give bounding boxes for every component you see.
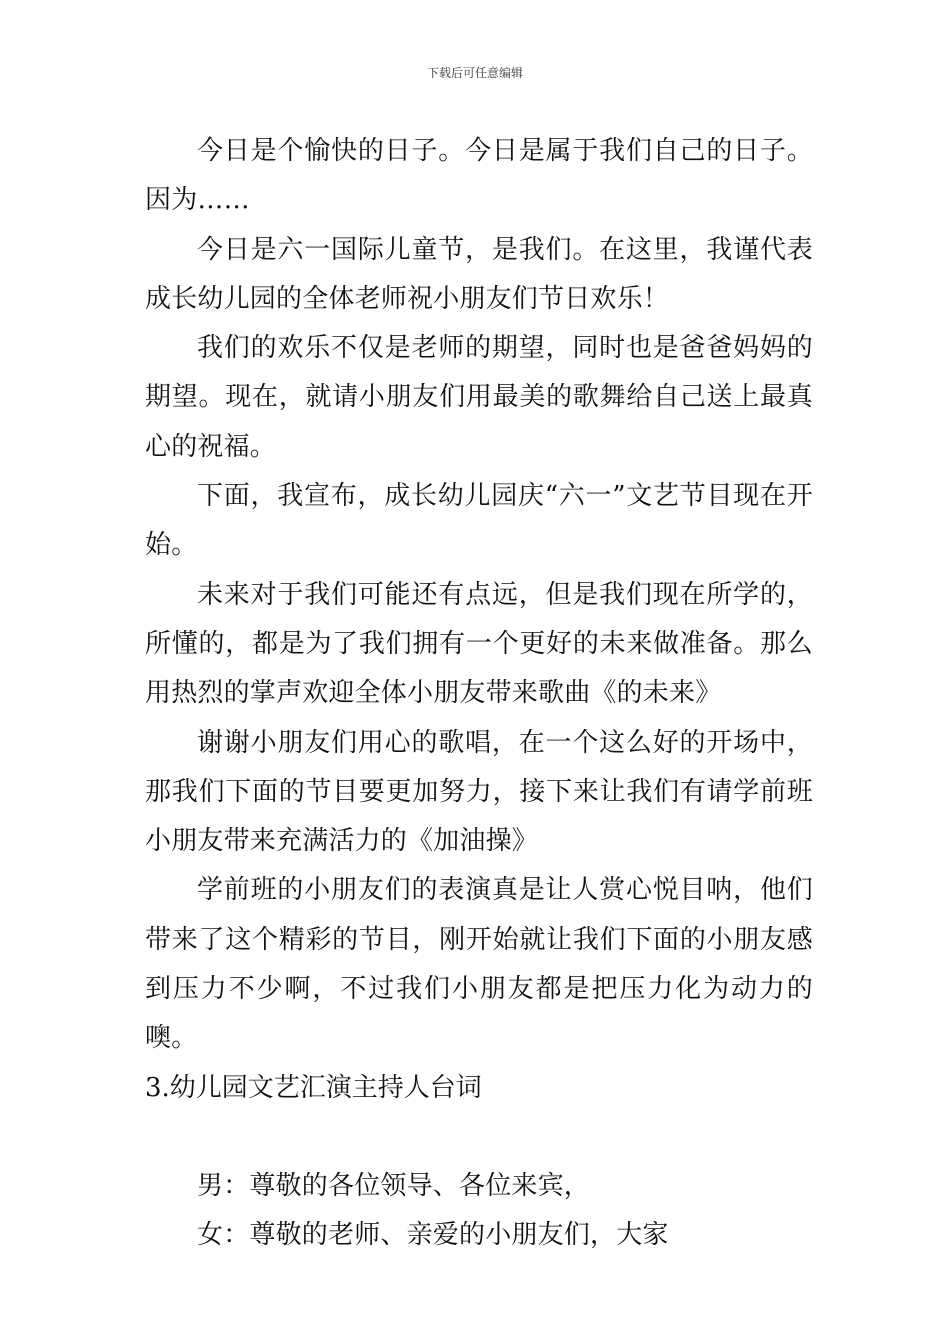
paragraph: 未来对于我们可能还有点远，但是我们现在所学的，所懂的，都是为了我们拥有一个更好的未来做准备。那么用热烈的掌声欢迎全体小朋友带来歌曲《的未来》 bbox=[145, 579, 813, 709]
paragraph: 学前班的小朋友们的表演真是让人赏心悦目呐，他们带来了这个精彩的节目，刚开始就让我们下面的小朋友感到压力不少啊，不过我们小朋友都是把压力化为动力的噢。 bbox=[145, 875, 813, 1054]
page-header: 下载后可任意编辑 bbox=[426, 66, 523, 80]
dialogue-line: 女：尊敬的老师、亲爱的小朋友们，大家 bbox=[197, 1220, 669, 1251]
section-heading: 3.幼儿园文艺汇演主持人台词 bbox=[145, 1072, 482, 1103]
paragraph: 今日是六一国际儿童节，是我们。在这里，我谨代表成长幼儿园的全体老师祝小朋友们节日欢乐！ bbox=[145, 234, 813, 314]
dialogue-line: 男：尊敬的各位领导、各位来宾， bbox=[197, 1170, 591, 1201]
blank-line bbox=[145, 1113, 813, 1162]
paragraph: 我们的欢乐不仅是老师的期望，同时也是爸爸妈妈的期望。现在，就请小朋友们用最美的歌舞给自己送上最真心的祝福。 bbox=[145, 333, 813, 462]
paragraph: 谢谢小朋友们用心的歌唱，在一个这么好的开场中，那我们下面的节目要更加努力，接下来让我们有请学前班小朋友带来充满活力的《加油操》 bbox=[145, 727, 813, 857]
document-body bbox=[145, 127, 813, 1261]
paragraph: 今日是个愉快的日子。今日是属于我们自己的日子。因为…… bbox=[145, 136, 813, 216]
paragraph: 下面，我宣布，成长幼儿园庆“六一”文艺节目现在开始。 bbox=[145, 481, 813, 561]
